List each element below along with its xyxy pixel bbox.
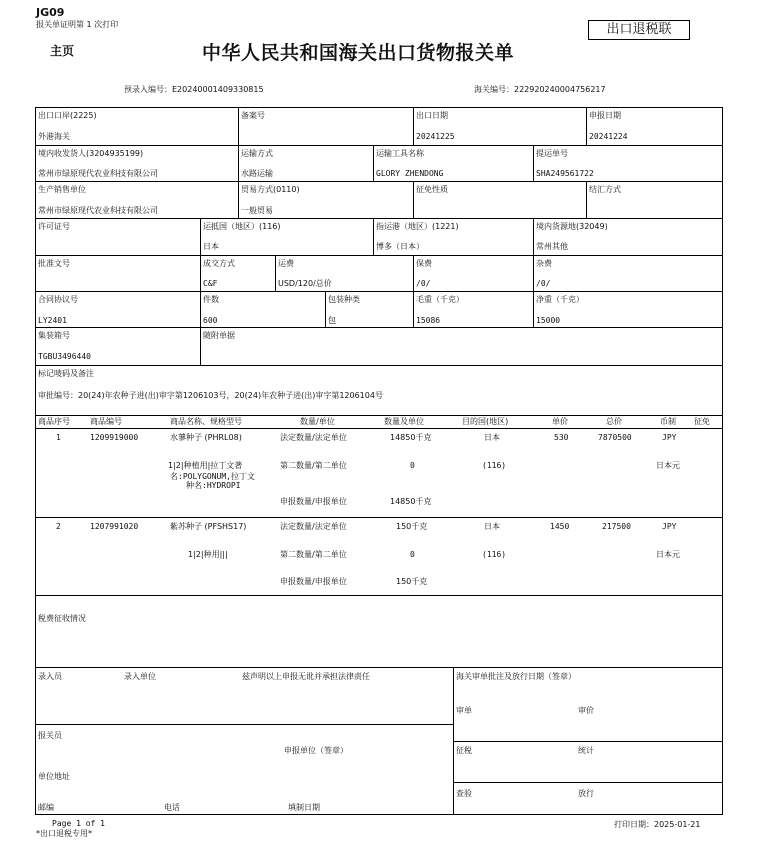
goods-seq: 1 [56, 433, 61, 442]
vessel-name-value: GLORY ZHENDONG [376, 169, 444, 178]
col-divider [238, 107, 239, 218]
print-note: 报关单证明第 1 次打印 [36, 20, 119, 29]
customs-approval-label: 海关审单批注及放行日期（签章） [456, 672, 576, 681]
qty3-label: 申报数量/申报单位 [280, 497, 347, 506]
levy-nature-label: 征免性质 [416, 185, 448, 194]
col-header: 数量/单位 [300, 417, 335, 426]
gross-weight-label: 毛重（千克） [416, 295, 464, 304]
tax-refund-stamp: 出口退税联 [588, 20, 690, 40]
inspect-label: 查验 [456, 789, 472, 798]
phone-label: 电话 [164, 803, 180, 812]
col-divider [413, 181, 414, 218]
entry-clerk-label: 录入员 [38, 672, 62, 681]
goods-spec: 名:POLYGONUM,拉丁文 [170, 472, 255, 481]
contract-label: 合同协议号 [38, 295, 78, 304]
tax-label: 征税 [456, 746, 472, 755]
freight-label: 运费 [278, 259, 294, 268]
stats-label: 统计 [578, 746, 594, 755]
attached-docs-label: 随附单据 [203, 331, 235, 340]
row-divider [453, 782, 723, 783]
pieces-label: 件数 [203, 295, 219, 304]
col-header: 单价 [552, 417, 568, 426]
qty2-label: 第二数量/第二单位 [280, 461, 347, 470]
goods-code: 1207991020 [90, 522, 139, 531]
goods-seq: 2 [56, 522, 61, 531]
vessel-name-label: 运输工具名称 [376, 149, 424, 158]
contract-value: LY2401 [38, 316, 67, 325]
qty3-value: 150千克 [396, 577, 428, 586]
declare-date-value: 20241224 [589, 132, 628, 141]
col-divider [533, 145, 534, 181]
declaration-statement: 兹声明以上申报无讹并承担法律责任 [242, 672, 370, 681]
postcode-label: 邮编 [38, 803, 54, 812]
col-header: 币制 [660, 417, 676, 426]
col-divider [373, 145, 374, 181]
declarant-label: 报关员 [38, 731, 62, 740]
row-divider [453, 741, 723, 742]
row-divider [35, 181, 723, 182]
qty1-value: 14850千克 [390, 433, 432, 442]
approval-number-label: 批准文号 [38, 259, 70, 268]
transport-mode-label: 运输方式 [241, 149, 273, 158]
document-title: 中华人民共和国海关出口货物报关单 [202, 42, 515, 64]
col-header: 商品编号 [90, 417, 122, 426]
col-header: 征免 [694, 417, 710, 426]
qty1-label: 法定数量/法定单位 [280, 522, 347, 531]
currency-name: 日本元 [656, 461, 680, 470]
col-header: 总价 [606, 417, 622, 426]
destination-country: 日本 [484, 433, 500, 442]
row-divider [35, 724, 453, 725]
declare-unit-sign-label: 申报单位（签章） [284, 746, 348, 755]
insurance-label: 保费 [416, 259, 432, 268]
gross-weight-value: 15086 [416, 316, 441, 325]
row-divider [35, 415, 723, 416]
export-date-value: 20241225 [416, 132, 455, 141]
producer-label: 生产销售单位 [38, 185, 86, 194]
goods-spec: 1|2|种用||| [188, 550, 228, 559]
goods-spec: 种名:HYDROPI [186, 481, 241, 490]
qty3-label: 申报数量/申报单位 [280, 577, 347, 586]
deal-mode-label: 成交方式 [203, 259, 235, 268]
col-divider [373, 218, 374, 255]
country-code: (116) [482, 550, 507, 559]
misc-fee-value: /0/ [536, 279, 551, 288]
row-divider [35, 595, 723, 596]
qty2-value: 0 [410, 461, 415, 470]
total-price: 217500 [602, 522, 631, 531]
producer-value: 常州市绿原现代农业科技有限公司 [38, 206, 158, 215]
goods-code: 1209919000 [90, 433, 139, 442]
col-divider [325, 291, 326, 327]
pricing-label: 审价 [578, 706, 594, 715]
shipper-label: 境内收发货人(3204935199) [38, 149, 144, 158]
net-weight-value: 15000 [536, 316, 561, 325]
declare-date-label: 申报日期 [589, 111, 621, 120]
trade-mode-value: 一般贸易 [241, 206, 273, 215]
col-divider [275, 255, 276, 291]
print-date: 打印日期：2025-01-21 [614, 820, 701, 829]
col-divider [413, 255, 414, 327]
package-type-label: 包装种类 [328, 295, 360, 304]
trade-mode-label: 贸易方式(0110) [241, 185, 300, 194]
fill-date-label: 填制日期 [288, 803, 320, 812]
col-divider [586, 181, 587, 218]
bill-of-lading-value: SHA249561722 [536, 169, 594, 178]
qty3-value: 14850千克 [390, 497, 432, 506]
container-value: TGBU3496440 [38, 352, 91, 361]
country-code: (116) [482, 461, 507, 470]
insurance-value: /0/ [416, 279, 431, 288]
misc-fee-label: 杂费 [536, 259, 552, 268]
col-divider [533, 218, 534, 327]
pre-entry-number: 预录入编号：E20240001409330815 [124, 85, 264, 94]
unit-address-label: 单位地址 [38, 772, 70, 781]
shipper-value: 常州市绿原现代农业科技有限公司 [38, 169, 158, 178]
row-divider [35, 428, 723, 429]
container-label: 集装箱号 [38, 331, 70, 340]
unit-price: 1450 [550, 522, 570, 531]
export-port-value: 外港海关 [38, 132, 70, 141]
row-divider [35, 365, 723, 366]
currency-code: JPY [662, 522, 677, 531]
goods-name: 紫苏种子 (PFSHS17) [170, 522, 247, 531]
col-divider [413, 107, 414, 145]
col-divider [200, 218, 201, 365]
row-divider [35, 255, 723, 256]
col-divider [453, 667, 454, 815]
currency-name: 日本元 [656, 550, 680, 559]
col-header: 商品序号 [38, 417, 70, 426]
page-number: Page 1 of 1 [52, 819, 105, 828]
qty1-label: 法定数量/法定单位 [280, 433, 347, 442]
export-port-label: 出口口岸(2225) [38, 111, 97, 120]
goods-spec: 1|2|种植用|拉丁文著 [168, 461, 243, 470]
unit-price: 530 [554, 433, 569, 442]
currency-code: JPY [662, 433, 677, 442]
record-number-label: 备案号 [241, 111, 265, 120]
package-type-value: 包 [328, 316, 336, 325]
form-code: JG09 [36, 6, 65, 19]
export-date-label: 出口日期 [416, 111, 448, 120]
row-divider [35, 291, 723, 292]
freight-value: USD/120/总价 [278, 279, 332, 288]
qty2-label: 第二数量/第二单位 [280, 550, 347, 559]
license-label: 许可证号 [38, 222, 70, 231]
total-price: 7870500 [598, 433, 632, 442]
transport-mode-value: 水路运输 [241, 169, 273, 178]
review-label: 审单 [456, 706, 472, 715]
deal-mode-value: C&F [203, 279, 218, 288]
page-label: 主页 [50, 44, 75, 58]
col-header: 商品名称、规格型号 [170, 417, 242, 426]
goods-source-label: 境内货源地(32049) [536, 222, 608, 231]
qty1-value: 150千克 [396, 522, 428, 531]
row-divider [35, 517, 723, 518]
marks-label: 标记唛码及备注 [38, 369, 94, 378]
usage-note: *出口退税专用* [36, 829, 92, 838]
destination-country-label: 运抵国（地区）(116) [203, 222, 281, 231]
destination-country-value: 日本 [203, 242, 219, 251]
destination-port-label: 指运港（地区）(1221) [376, 222, 459, 231]
col-header: 目的国(地区) [462, 417, 509, 426]
settlement-label: 结汇方式 [589, 185, 621, 194]
row-divider [35, 218, 723, 219]
marks-value: 审批编号：20(24)年农种子进(出)审字第1206103号，20(24)年农种子进(出)审字第1206104号 [38, 391, 383, 400]
goods-source-value: 常州其他 [536, 242, 568, 251]
row-divider [35, 145, 723, 146]
bill-of-lading-label: 提运单号 [536, 149, 568, 158]
entry-unit-label: 录入单位 [124, 672, 156, 681]
release-label: 放行 [578, 789, 594, 798]
customs-number: 海关编号：222920240004756217 [474, 85, 606, 94]
row-divider [35, 667, 723, 668]
destination-country: 日本 [484, 522, 500, 531]
col-header: 数量及单位 [384, 417, 424, 426]
tax-collection-label: 税费征收情况 [38, 614, 86, 623]
qty2-value: 0 [410, 550, 415, 559]
pieces-value: 600 [203, 316, 218, 325]
col-divider [586, 107, 587, 145]
row-divider [35, 327, 723, 328]
goods-name: 水蓼种子 (PHRL08) [170, 433, 242, 442]
destination-port-value: 博多（日本） [376, 242, 424, 251]
net-weight-label: 净重（千克） [536, 295, 584, 304]
